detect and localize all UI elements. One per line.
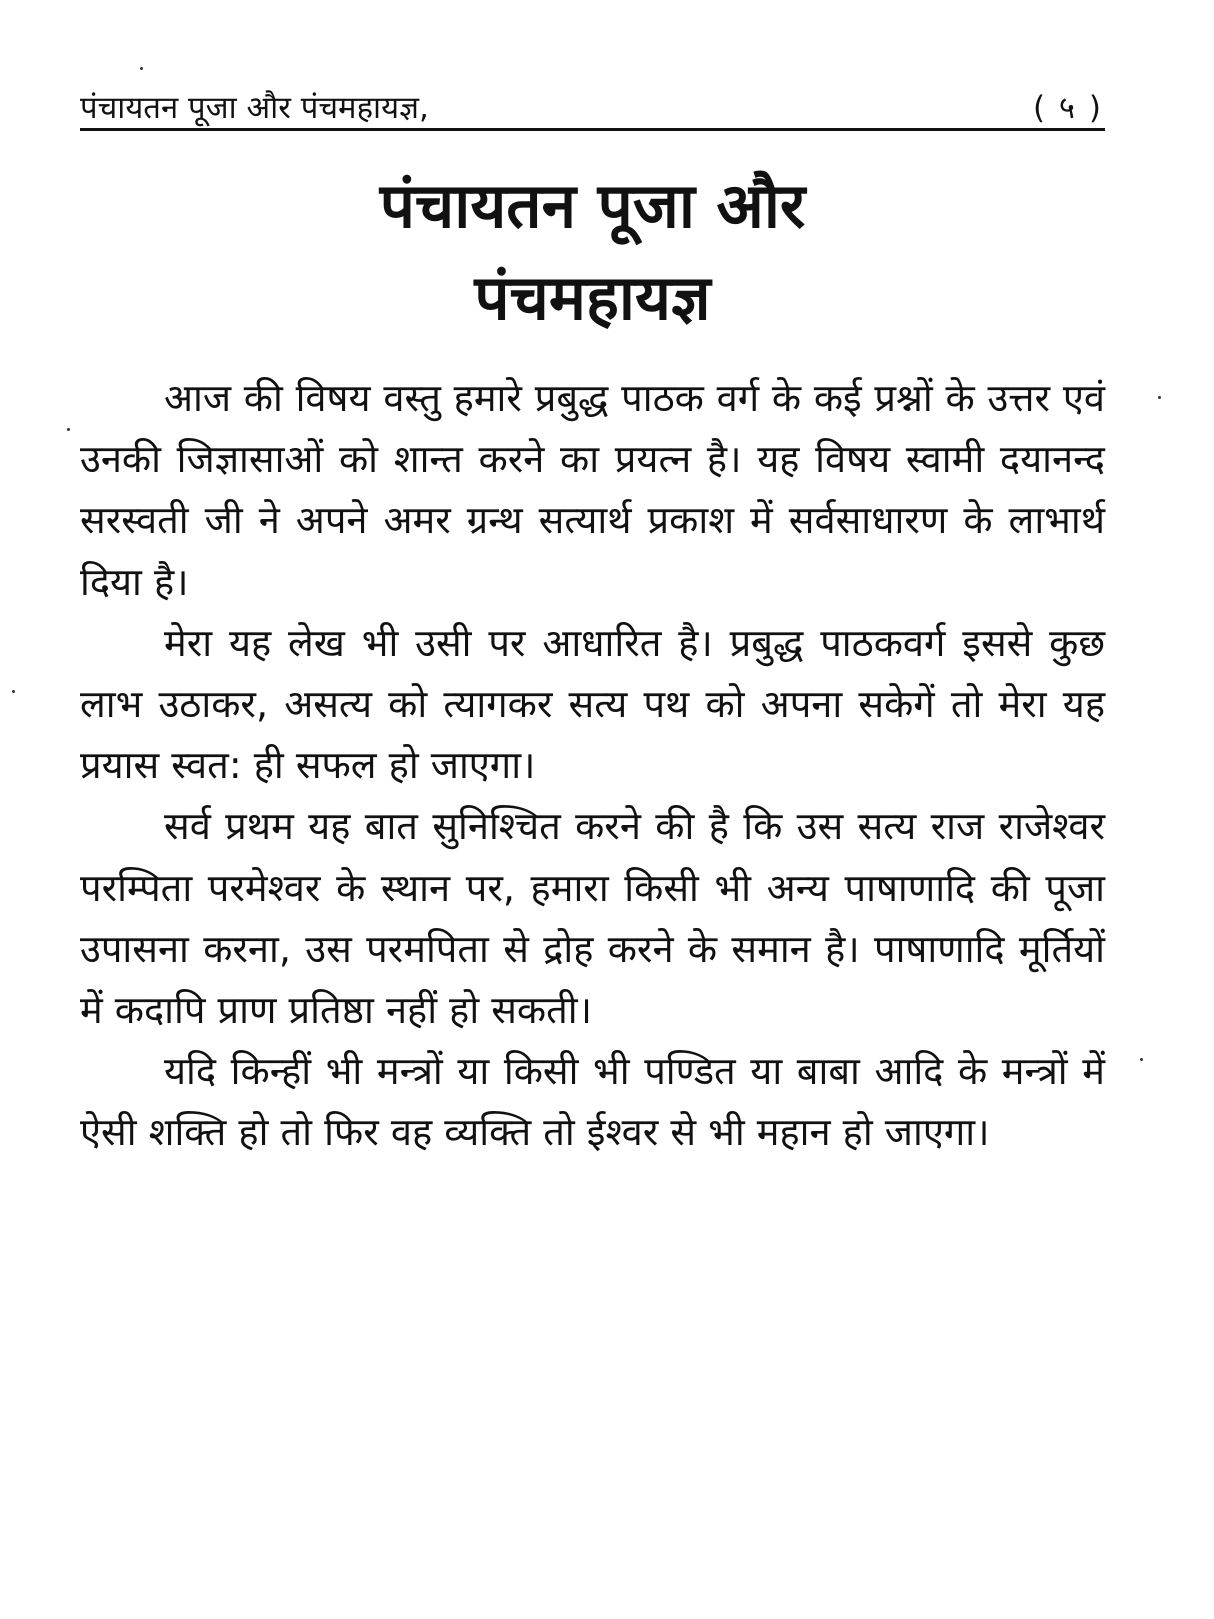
header-rule: [80, 128, 1105, 131]
chapter-title: [80, 160, 1105, 344]
scan-speck: [140, 67, 143, 70]
chapter-title-line-2: पंचमहायज्ञ: [474, 261, 711, 334]
scan-speck: [1158, 396, 1161, 399]
paragraph: सर्व प्रथम यह बात सुनिश्चित करने की है कि उस सत्य राज राजेश्वर परम्पिता परमेश्वर के स्थान पर, हमारा किसी भी अन्य पाषाणादि की पूजा उपासना करना, उस परमपिता से द्रोह करने के समान है। पाषाणादि मूर्तियों में कदापि प्राण प्रतिष्ठा नहीं हो सकती।: [80, 804, 1105, 1033]
paragraph: मेरा यह लेख भी उसी पर आधारित है। प्रबुद्ध पाठकवर्ग इससे कुछ लाभ उठाकर, असत्य को त्यागकर सत्य पथ को अपना सकेगें तो मेरा यह प्रयास स्वत: ही सफल हो जाएगा।: [80, 620, 1105, 788]
page-number: ( ५ ): [1032, 90, 1103, 126]
paragraph: आज की विषय वस्तु हमारे प्रबुद्ध पाठक वर्ग के कई प्रश्नों के उत्तर एवं उनकी जिज्ञासाओं को शान्त करने का प्रयत्न है। यह विषय स्वामी दयानन्द सरस्वती जी ने अपने अमर ग्रन्थ सत्यार्थ प्रकाश में सर्वसाधारण के लाभार्थ दिया है।: [80, 376, 1105, 604]
scan-speck: [12, 690, 15, 693]
body-text: [80, 368, 1105, 1164]
chapter-title-line-1: पंचायतन पूजा और: [379, 169, 806, 242]
running-header: [80, 78, 1105, 128]
running-title: पंचायतन पूजा और पंचमहायज्ञ,: [80, 90, 429, 126]
scan-speck: [1140, 1058, 1143, 1061]
paragraph: यदि किन्हीं भी मन्त्रों या किसी भी पण्डित या बाबा आदि के मन्त्रों में ऐसी शक्ति हो तो फिर वह व्यक्ति तो ईश्वर से भी महान हो जाएगा।: [80, 1049, 1105, 1155]
scan-speck: [67, 428, 70, 431]
